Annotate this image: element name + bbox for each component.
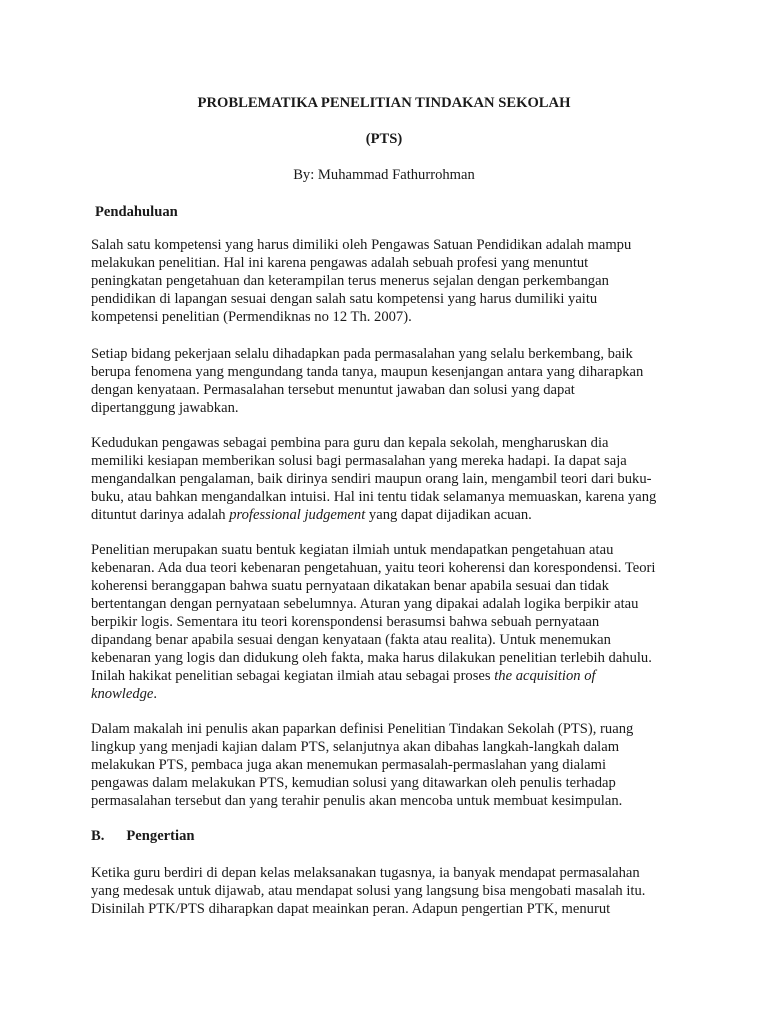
paragraph-4 (91, 541, 683, 703)
text-run: yang dapat dijadikan acuan. (365, 507, 532, 523)
paragraph-line: yang medesak untuk dijawab, atau mendapat solusi yang langsung bisa mengobati masalah itu. (91, 883, 646, 899)
paragraph-line: dipertanggung jawabkan. (91, 400, 239, 416)
paragraph-line: berpikir logis. Sementara itu teori korenspondensi berasumsi bahwa sebuah pernyataan (91, 614, 600, 630)
text-run: . (153, 686, 158, 702)
document-title: PROBLEMATIKA PENELITIAN TINDAKAN SEKOLAH (197, 95, 571, 111)
paragraph-line (91, 667, 683, 685)
paragraph-line: melakukan penelitian. Hal ini karena pengawas adalah sebuah profesi yang menuntut (91, 255, 589, 271)
paragraph-2 (91, 345, 683, 417)
paragraph-3 (91, 434, 683, 524)
paragraph-line: koherensi beranggapan bahwa suatu pernyataan dikatakan benar apabila sesuai dan tidak (91, 578, 609, 594)
paragraph-line: kebenaran yang logis dan didukung oleh fakta, maka harus dilakukan penelitian terlebih dahulu. (91, 650, 652, 666)
paragraph-line: bertentangan dengan pernyataan sebelumnya. Aturan yang dipakai adalah logika berpikir atau (91, 596, 639, 612)
paragraph-line: kompetensi penelitian (Permendiknas no 12 Th. 2007). (91, 309, 412, 325)
section-heading-pendahuluan: Pendahuluan (95, 204, 178, 220)
paragraph-line: Disinilah PTK/PTS diharapkan dapat meainkan peran. Adapun pengertian PTK, menurut (91, 901, 611, 917)
text-run: dituntut darinya adalah (91, 507, 230, 523)
paragraph-line: pendidikan di lapangan sesuai dengan salah satu kompetensi yang harus dumiliki yaitu (91, 291, 598, 307)
paragraph-6 (91, 864, 683, 918)
paragraph-line: lingkup yang menjadi kajian dalam PTS, selanjutnya akan dibahas langkah-langkah dalam (91, 739, 620, 755)
paragraph-line: Dalam makalah ini penulis akan paparkan definisi Penelitian Tindakan Sekolah (PTS), ruang (91, 721, 634, 737)
paragraph-line (91, 506, 683, 524)
paragraph-line: Kedudukan pengawas sebagai pembina para guru dan kepala sekolah, mengharuskan dia (91, 435, 609, 451)
italic-term: knowledge (91, 686, 154, 702)
document-subtitle: (PTS) (365, 131, 403, 147)
author-byline: By: Muhammad Fathurrohman (293, 167, 475, 183)
paragraph-line: permasalahan tersebut dan yang terahir penulis akan mencoba untuk membuat kesimpulan. (91, 793, 623, 809)
paragraph-line: Penelitian merupakan suatu bentuk kegiatan ilmiah untuk mendapatkan pengetahuan atau (91, 542, 614, 558)
paragraph-line: buku, atau bahkan mengandalkan intuisi. Hal ini tentu tidak selamanya memuaskan, karena yang (91, 489, 657, 505)
text-run: Inilah hakikat penelitian sebagai kegiatan ilmiah atau sebagai proses (91, 668, 495, 684)
paragraph-line: Ketika guru berdiri di depan kelas melaksanakan tugasnya, ia banyak mendapat permasalahan (91, 865, 640, 881)
paragraph-line: melakukan PTS, pembaca juga akan menemukan permasalah-permaslahan yang dialami (91, 757, 607, 773)
paragraph-line: berupa fenomena yang mengundang tanda tanya, maupun kesenjangan antara yang diharapkan (91, 364, 644, 380)
italic-term: the acquisition of (494, 668, 596, 684)
section-heading-pengertian (91, 827, 194, 845)
paragraph-line: pengawas dalam melakukan PTS, kemudian solusi yang ditawarkan oleh penulis terhadap (91, 775, 616, 791)
paragraph-line: dengan kenyataan. Permasalahan tersebut menuntut jawaban dan solusi yang dapat (91, 382, 575, 398)
paragraph-5 (91, 720, 683, 810)
section-number: B. (91, 828, 105, 844)
section-title: Pengertian (126, 828, 195, 844)
paragraph-line: dipandang benar apabila sesuai dengan kenyataan (fakta atau realita). Untuk menemukan (91, 632, 611, 648)
paragraph-line: mengandalkan pengalaman, baik dirinya sendiri maupun orang lain, mengambil teori dari buku- (91, 471, 652, 487)
paragraph-line: Setiap bidang pekerjaan selalu dihadapkan pada permasalahan yang selalu berkembang, baik (91, 346, 633, 362)
italic-term: professional judgement (229, 507, 366, 523)
paragraph-line: peningkatan pengetahuan dan keterampilan terus menerus sejalan dengan perkembangan (91, 273, 609, 289)
paragraph-line (91, 685, 683, 703)
paragraph-line: Salah satu kompetensi yang harus dimiliki oleh Pengawas Satuan Pendidikan adalah mampu (91, 237, 632, 253)
paragraph-line: memiliki kesiapan memberikan solusi bagi permasalahan yang mereka hadapi. Ia dapat saja (91, 453, 627, 469)
paragraph-line: kebenaran. Ada dua teori kebenaran pengetahuan, yaitu teori koherensi dan korespondensi. Teori (91, 560, 656, 576)
paragraph-1 (91, 236, 683, 326)
